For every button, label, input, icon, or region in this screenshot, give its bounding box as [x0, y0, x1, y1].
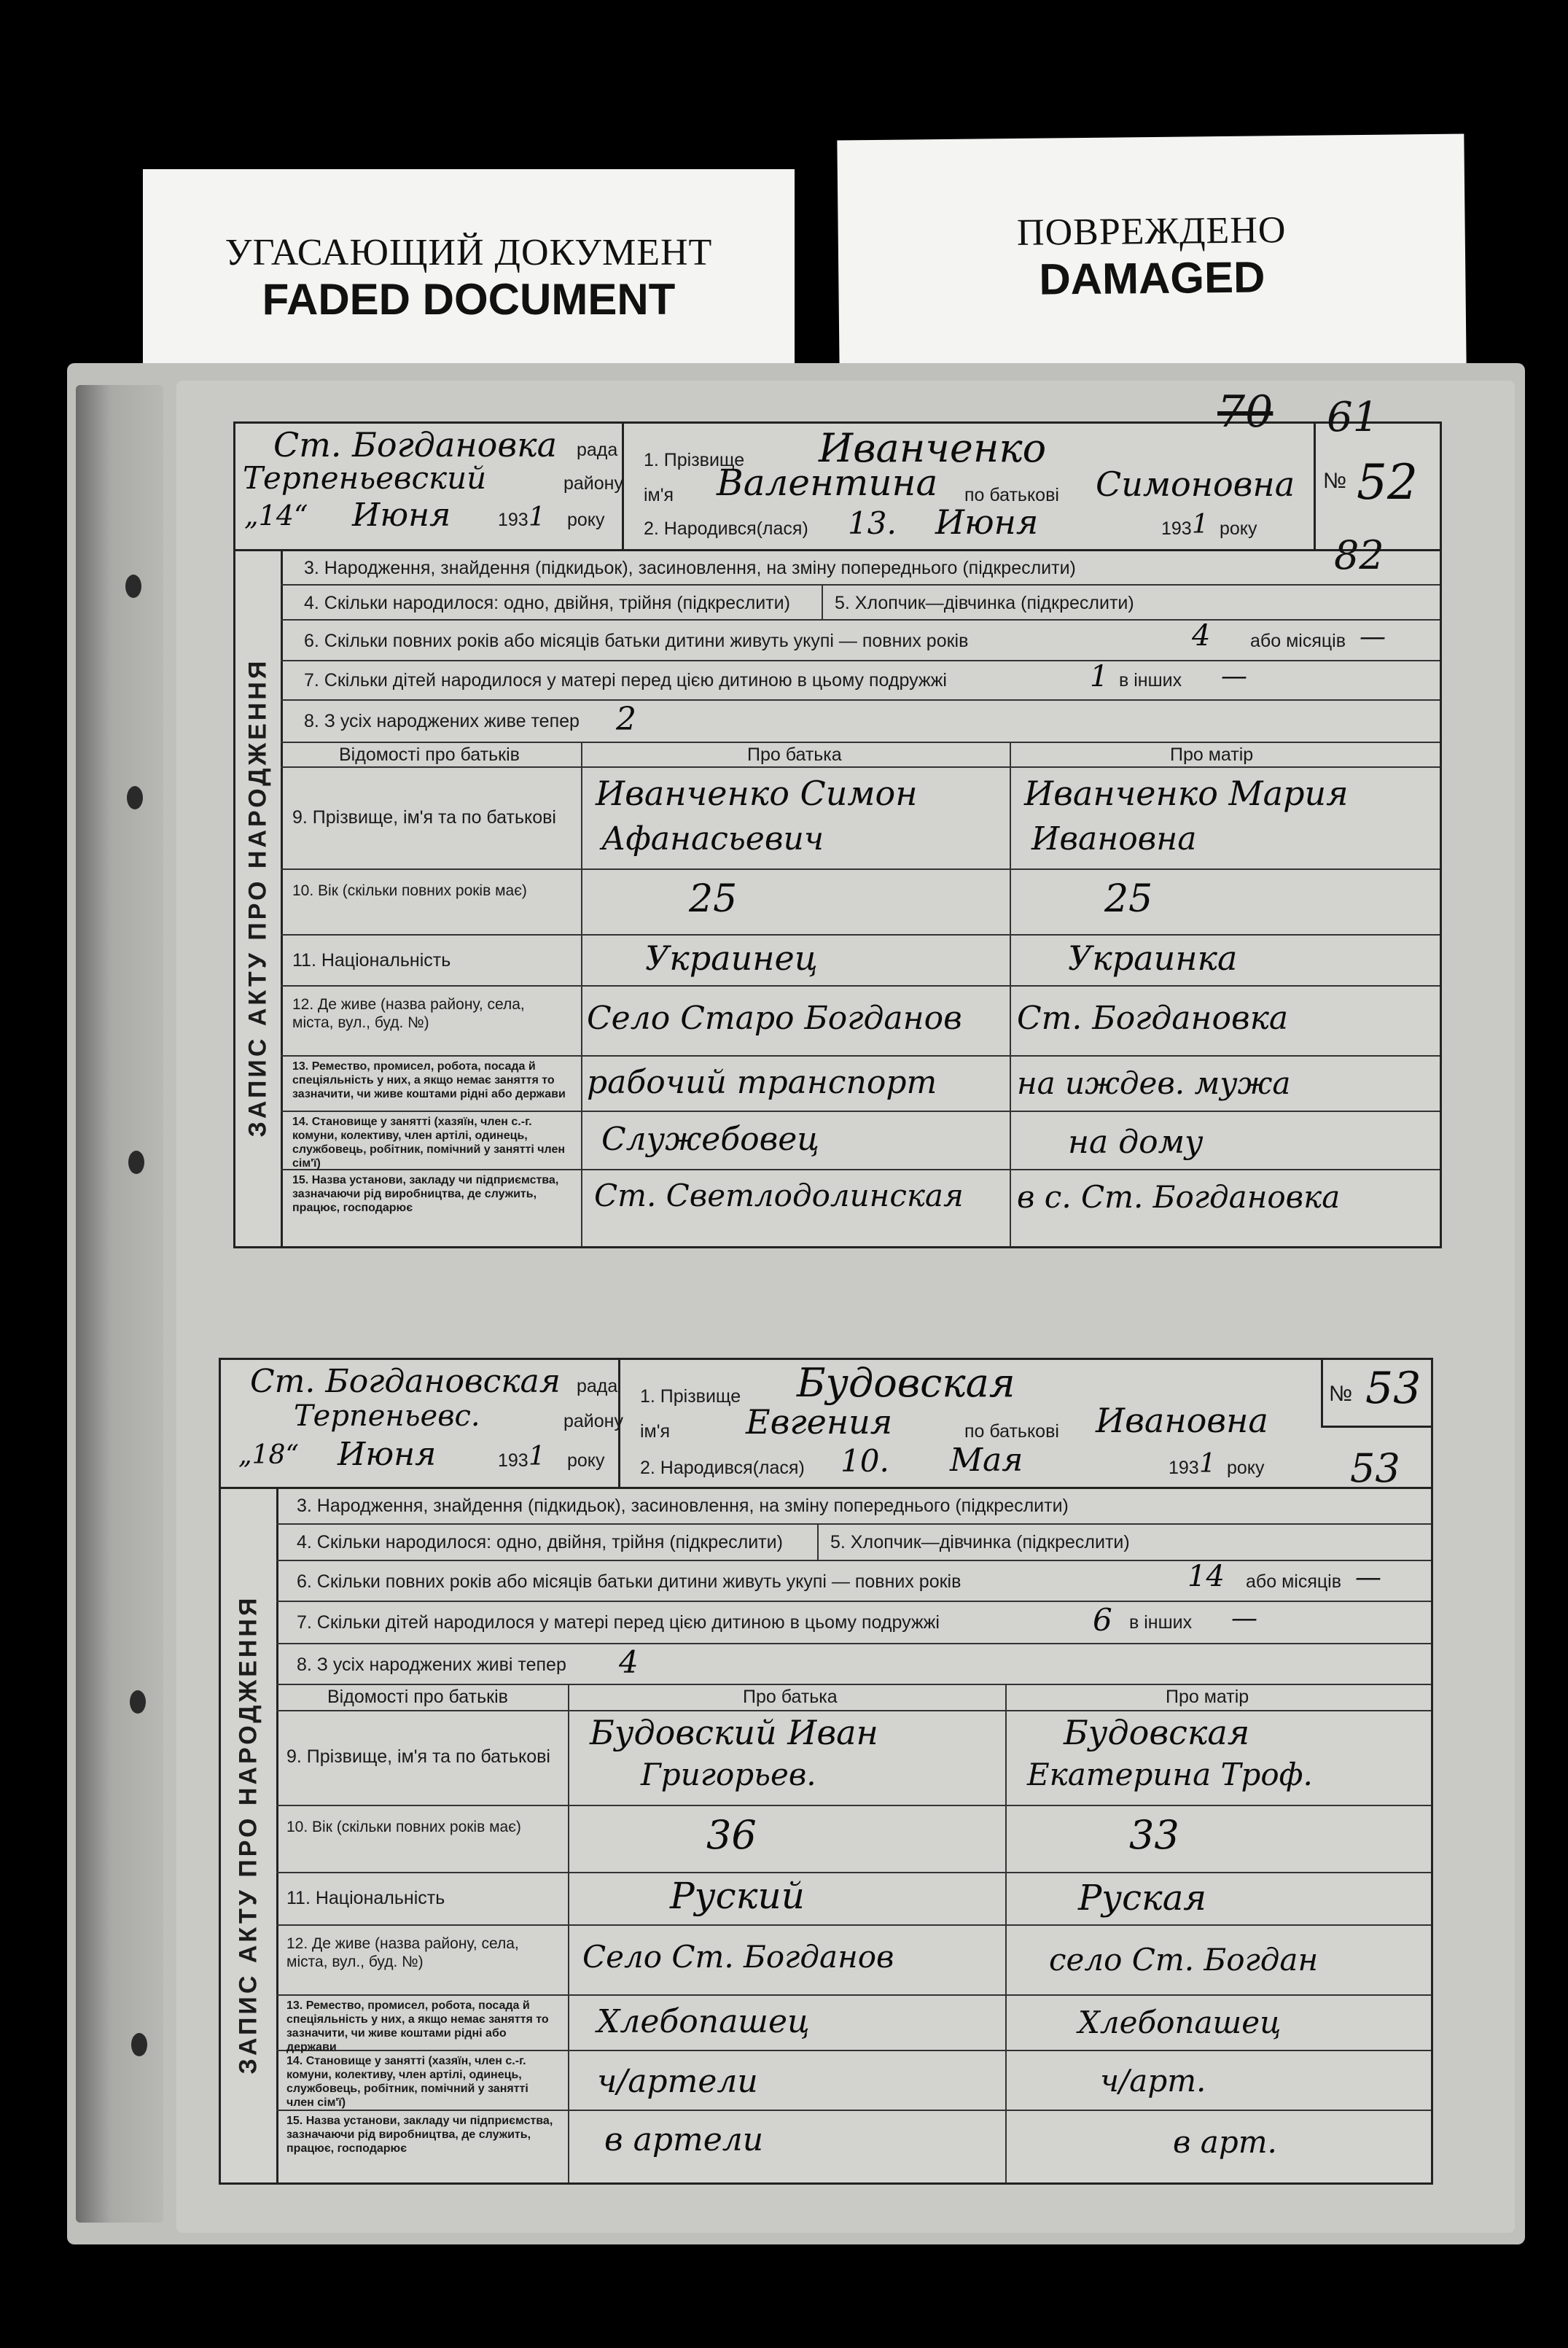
- father-name-2: Григорьев.: [641, 1757, 816, 1792]
- name-label: ім'я: [644, 485, 674, 505]
- q3-text: 3. Народження, знайдення (підкидьок), засиновлення, на зміну попереднього (підкреслити): [304, 558, 1076, 578]
- rada-label: рада: [577, 440, 618, 460]
- father-age: 25: [689, 877, 738, 921]
- mother-name-2: Ивановна: [1031, 820, 1197, 858]
- q8-alive: 2: [616, 701, 636, 738]
- father-nationality: Руский: [670, 1875, 805, 1917]
- father-occupation: Хлебопашец: [597, 2003, 810, 2040]
- parents-label: Відомості про батьків: [327, 1687, 508, 1707]
- q15-row: [281, 1169, 1440, 1242]
- mother-name-1: Иванченко Мария: [1024, 774, 1349, 813]
- father-address: Село Ст. Богданов: [582, 1939, 894, 1975]
- father-label: Про батька: [747, 745, 842, 765]
- reg-year: 1: [528, 502, 545, 532]
- birth-year: 1: [1192, 510, 1209, 540]
- name-value: Евгения: [746, 1402, 893, 1442]
- q6-months: —: [1355, 1563, 1381, 1593]
- q10-text: 10. Вік (скільки повних років має): [292, 882, 527, 899]
- q11-text: 11. Національність: [292, 950, 451, 971]
- side-title-text: ЗАПИС АКТУ ПРО НАРОДЖЕННЯ: [234, 1595, 262, 2075]
- parents-header: [281, 742, 1440, 768]
- mother-nationality: Украинка: [1068, 938, 1238, 978]
- patronymic-label: по батькові: [964, 485, 1059, 505]
- q7-row: [281, 660, 1440, 701]
- damaged-stamp-en: DAMAGED: [1039, 252, 1265, 304]
- mother-organization: в арт.: [1173, 2124, 1277, 2160]
- q12-row: [276, 1924, 1431, 1996]
- q3-row: [276, 1487, 1431, 1525]
- punch-hole: [128, 1151, 144, 1174]
- raion-value: Терпеньевский: [243, 460, 487, 496]
- q13-text: 13. Ремество, промисел, робота, посада й спеціяльність у них, а якщо немає заняття то зазначити, чи живе коштами рідні або держави: [286, 1999, 549, 2053]
- registration-block: [235, 424, 624, 549]
- q6-row: [281, 619, 1440, 661]
- q13-text: 13. Ремество, промисел, робота, посада й спеціяльність у них, а якщо немає заняття то зазначити, чи живе коштами рідні або держави: [292, 1060, 566, 1100]
- raion-value: Терпеньевс.: [294, 1399, 480, 1433]
- q10-row: [276, 1805, 1431, 1873]
- q12-text: 12. Де живе (назва району, села, міста, вул., буд. №): [286, 1935, 519, 1970]
- registration-block: [221, 1360, 623, 1487]
- q6-months-label: або місяців: [1250, 631, 1346, 651]
- reg-year-print: 193: [498, 1450, 528, 1471]
- father-name-1: Будовский Иван: [590, 1713, 878, 1752]
- roku-label-2: року: [1227, 1458, 1265, 1478]
- surname-label: 1. Прізвище: [640, 1386, 741, 1407]
- name-label: ім'я: [640, 1421, 671, 1442]
- q6-years: 14: [1187, 1560, 1225, 1593]
- q7-other: —: [1231, 1603, 1257, 1633]
- father-status: Служебовец: [601, 1121, 819, 1158]
- faded-document-stamp: [143, 169, 795, 382]
- damaged-stamp: [837, 134, 1466, 374]
- side-title: [235, 549, 283, 1246]
- record-body: [281, 549, 1440, 1246]
- q4-row: [276, 1523, 1431, 1561]
- q7-before: 1: [1090, 660, 1109, 693]
- q6-months: —: [1360, 622, 1386, 652]
- damaged-stamp-ru: ПОВРЕЖДЕНО: [1016, 209, 1287, 254]
- record-body: [276, 1487, 1431, 2182]
- birth-record-1: [233, 421, 1442, 1248]
- born-label: 2. Народився(лася): [640, 1458, 805, 1478]
- punch-hole: [127, 786, 143, 809]
- q8-alive: 4: [619, 1644, 639, 1680]
- parents-header: [276, 1684, 1431, 1711]
- q9-text: 9. Прізвище, ім'я та по батькові: [292, 807, 556, 828]
- raion-label: району: [563, 473, 623, 494]
- punch-hole: [125, 575, 141, 598]
- q10-row: [281, 868, 1440, 936]
- number-label: №: [1323, 469, 1347, 493]
- mother-occupation: Хлебопашец: [1078, 2005, 1282, 2040]
- mother-age: 33: [1129, 1812, 1179, 1858]
- record-number-box: [1321, 1360, 1431, 1428]
- mother-name-2: Екатерина Троф.: [1027, 1757, 1313, 1792]
- q13-row: [281, 1055, 1440, 1112]
- q7-before: 6: [1093, 1602, 1112, 1638]
- father-organization: в артели: [604, 2121, 764, 2158]
- patronymic-label: по батькові: [964, 1421, 1059, 1442]
- birth-record-2: [219, 1358, 1433, 2185]
- side-title-text: ЗАПИС АКТУ ПРО НАРОДЖЕННЯ: [243, 658, 272, 1138]
- q6-months-label: або місяців: [1246, 1571, 1342, 1592]
- q14-text: 14. Становище у занятті (хазяїн, член с.-г. комуни, колективу, член артілі, одинець, службовець, робітник, помічний у занятті член сім'ї): [292, 1116, 566, 1170]
- rada-value: Ст. Богдановская: [250, 1363, 561, 1400]
- number-label: №: [1329, 1382, 1353, 1406]
- q9-row: [281, 766, 1440, 870]
- patronymic-value: Симоновна: [1096, 464, 1295, 504]
- old-number: 70: [1217, 386, 1273, 438]
- q5-text: 5. Хлопчик—дівчинка (підкреслити): [835, 593, 1134, 613]
- birth-year-print: 193: [1161, 518, 1192, 539]
- raion-label: району: [563, 1411, 623, 1431]
- q15-text: 15. Назва установи, закладу чи підприємства, зазначаючи рід виробництва, де служить, працює, господарює: [286, 2115, 553, 2155]
- q14-text: 14. Становище у занятті (хазяїн, член с.-г. комуни, колективу, член артілі, одинець, службовець, робітник, помічний у занятті член сім'ї): [286, 2055, 528, 2109]
- mother-label: Про матір: [1166, 1687, 1249, 1707]
- q12-text: 12. Де живе (назва району, села, міста, вул., буд. №): [292, 996, 525, 1031]
- q7-text: 7. Скільки дітей народилося у матері перед цією дитиною в цьому подружжі: [297, 1612, 940, 1633]
- q11-text: 11. Національність: [286, 1888, 445, 1908]
- q15-row: [276, 2110, 1431, 2182]
- q8-row: [276, 1643, 1431, 1685]
- mother-name-1: Будовская: [1064, 1713, 1250, 1752]
- q11-row: [276, 1872, 1431, 1926]
- rada-label: рада: [577, 1376, 618, 1396]
- roku-label-2: року: [1220, 518, 1257, 539]
- q7-row: [276, 1601, 1431, 1644]
- surname-label: 1. Прізвище: [644, 450, 745, 470]
- reg-month: Июня: [352, 497, 451, 534]
- birth-month: Мая: [950, 1442, 1023, 1479]
- mother-occupation: на иждев. мужа: [1017, 1065, 1291, 1101]
- mother-status: на дому: [1068, 1124, 1204, 1161]
- parents-label: Відомості про батьків: [339, 745, 520, 765]
- reg-day: „18“: [238, 1440, 299, 1470]
- mother-status: ч/арт.: [1100, 2063, 1206, 2099]
- mother-address: Ст. Богдановка: [1017, 1000, 1289, 1037]
- q8-text: 8. З усіх народжених живе тепер: [304, 711, 580, 731]
- mother-organization: в с. Ст. Богдановка: [1017, 1179, 1341, 1215]
- father-age: 36: [706, 1812, 757, 1858]
- rada-value: Ст. Богдановка: [273, 425, 558, 464]
- father-nationality: Украинец: [645, 938, 818, 978]
- birth-year: 1: [1199, 1449, 1216, 1479]
- margin-note-2: 82: [1334, 532, 1384, 578]
- q12-row: [281, 985, 1440, 1057]
- surname-value: Будовская: [797, 1360, 1015, 1406]
- q8-text: 8. З усіх народжених живі тепер: [297, 1655, 566, 1675]
- q11-row: [281, 934, 1440, 987]
- q4-text: 4. Скільки народилося: одно, двійня, трійня (підкреслити): [297, 1532, 783, 1552]
- birth-day: 10.: [840, 1443, 889, 1479]
- reg-year-print: 193: [498, 510, 528, 530]
- q4-divider: [822, 584, 823, 619]
- q7-text: 7. Скільки дітей народилося у матері перед цією дитиною в цьому подружжі: [304, 670, 947, 691]
- father-occupation: рабочий транспорт: [587, 1064, 937, 1101]
- q4-row: [281, 584, 1440, 621]
- margin-note-3: 53: [1350, 1445, 1400, 1491]
- faded-stamp-en: FADED DOCUMENT: [262, 275, 676, 324]
- q3-text: 3. Народження, знайдення (підкидьок), засиновлення, на зміну попереднього (підкреслити): [297, 1496, 1069, 1516]
- faded-stamp-ru: УГАСАЮЩИЙ ДОКУМЕНТ: [225, 232, 713, 273]
- mother-nationality: Руская: [1078, 1878, 1207, 1919]
- mother-address: село Ст. Богдан: [1049, 1942, 1319, 1978]
- q9-row: [276, 1710, 1431, 1806]
- record-number: 52: [1357, 454, 1418, 510]
- record-header: [221, 1360, 1431, 1489]
- father-organization: Ст. Светлодолинская: [594, 1178, 964, 1213]
- q8-row: [281, 699, 1440, 743]
- record-header: [235, 424, 1440, 551]
- q9-text: 9. Прізвище, ім'я та по батькові: [286, 1746, 550, 1767]
- q3-row: [281, 549, 1440, 586]
- binding-edge: [76, 385, 163, 2223]
- record-number-box: [1314, 424, 1440, 549]
- q7-other-label: в інших: [1119, 670, 1182, 691]
- q6-text: 6. Скільки повних років або місяців батьки дитини живуть укупі — повних років: [304, 631, 969, 651]
- birth-month: Июня: [935, 502, 1039, 542]
- punch-hole: [130, 1690, 146, 1714]
- punch-hole: [131, 2033, 147, 2056]
- q6-years: 4: [1192, 619, 1211, 653]
- q7-other-label: в інших: [1129, 1612, 1193, 1633]
- reg-year: 1: [528, 1442, 545, 1472]
- q14-row: [276, 2050, 1431, 2111]
- margin-note-1: 61: [1327, 394, 1379, 441]
- q10-text: 10. Вік (скільки повних років має): [286, 1819, 521, 1835]
- birth-year-print: 193: [1169, 1458, 1199, 1478]
- q4-text: 4. Скільки народилося: одно, двійня, трійня (підкреслити): [304, 593, 790, 613]
- reg-month: Июня: [338, 1436, 437, 1473]
- surname-value: Иванченко: [819, 425, 1047, 471]
- roku-label: року: [567, 510, 605, 530]
- patronymic-value: Ивановна: [1096, 1401, 1268, 1440]
- birth-day: 13.: [848, 505, 897, 541]
- father-name-2: Афанасьевич: [601, 820, 824, 858]
- q7-other: —: [1221, 661, 1247, 691]
- reg-day: „14“: [244, 499, 308, 532]
- q6-row: [276, 1560, 1431, 1602]
- born-label: 2. Народився(лася): [644, 518, 808, 539]
- father-address: Село Старо Богданов: [587, 1000, 962, 1037]
- father-name-1: Иванченко Симон: [596, 774, 918, 813]
- roku-label: року: [567, 1450, 605, 1471]
- name-value: Валентина: [717, 462, 938, 504]
- side-title: [221, 1487, 278, 2182]
- q13-row: [276, 1994, 1431, 2051]
- q14-row: [281, 1111, 1440, 1170]
- father-status: ч/артели: [597, 2063, 758, 2100]
- q5-text: 5. Хлопчик—дівчинка (підкреслити): [830, 1532, 1130, 1552]
- mother-age: 25: [1104, 877, 1153, 921]
- record-number: 53: [1365, 1363, 1421, 1414]
- q15-text: 15. Назва установи, закладу чи підприємства, зазначаючи рід виробництва, де служить, працює, господарює: [292, 1174, 559, 1214]
- father-label: Про батька: [743, 1687, 838, 1707]
- q4-divider: [817, 1523, 819, 1560]
- q6-text: 6. Скільки повних років або місяців батьки дитини живуть укупі — повних років: [297, 1571, 962, 1592]
- mother-label: Про матір: [1170, 745, 1254, 765]
